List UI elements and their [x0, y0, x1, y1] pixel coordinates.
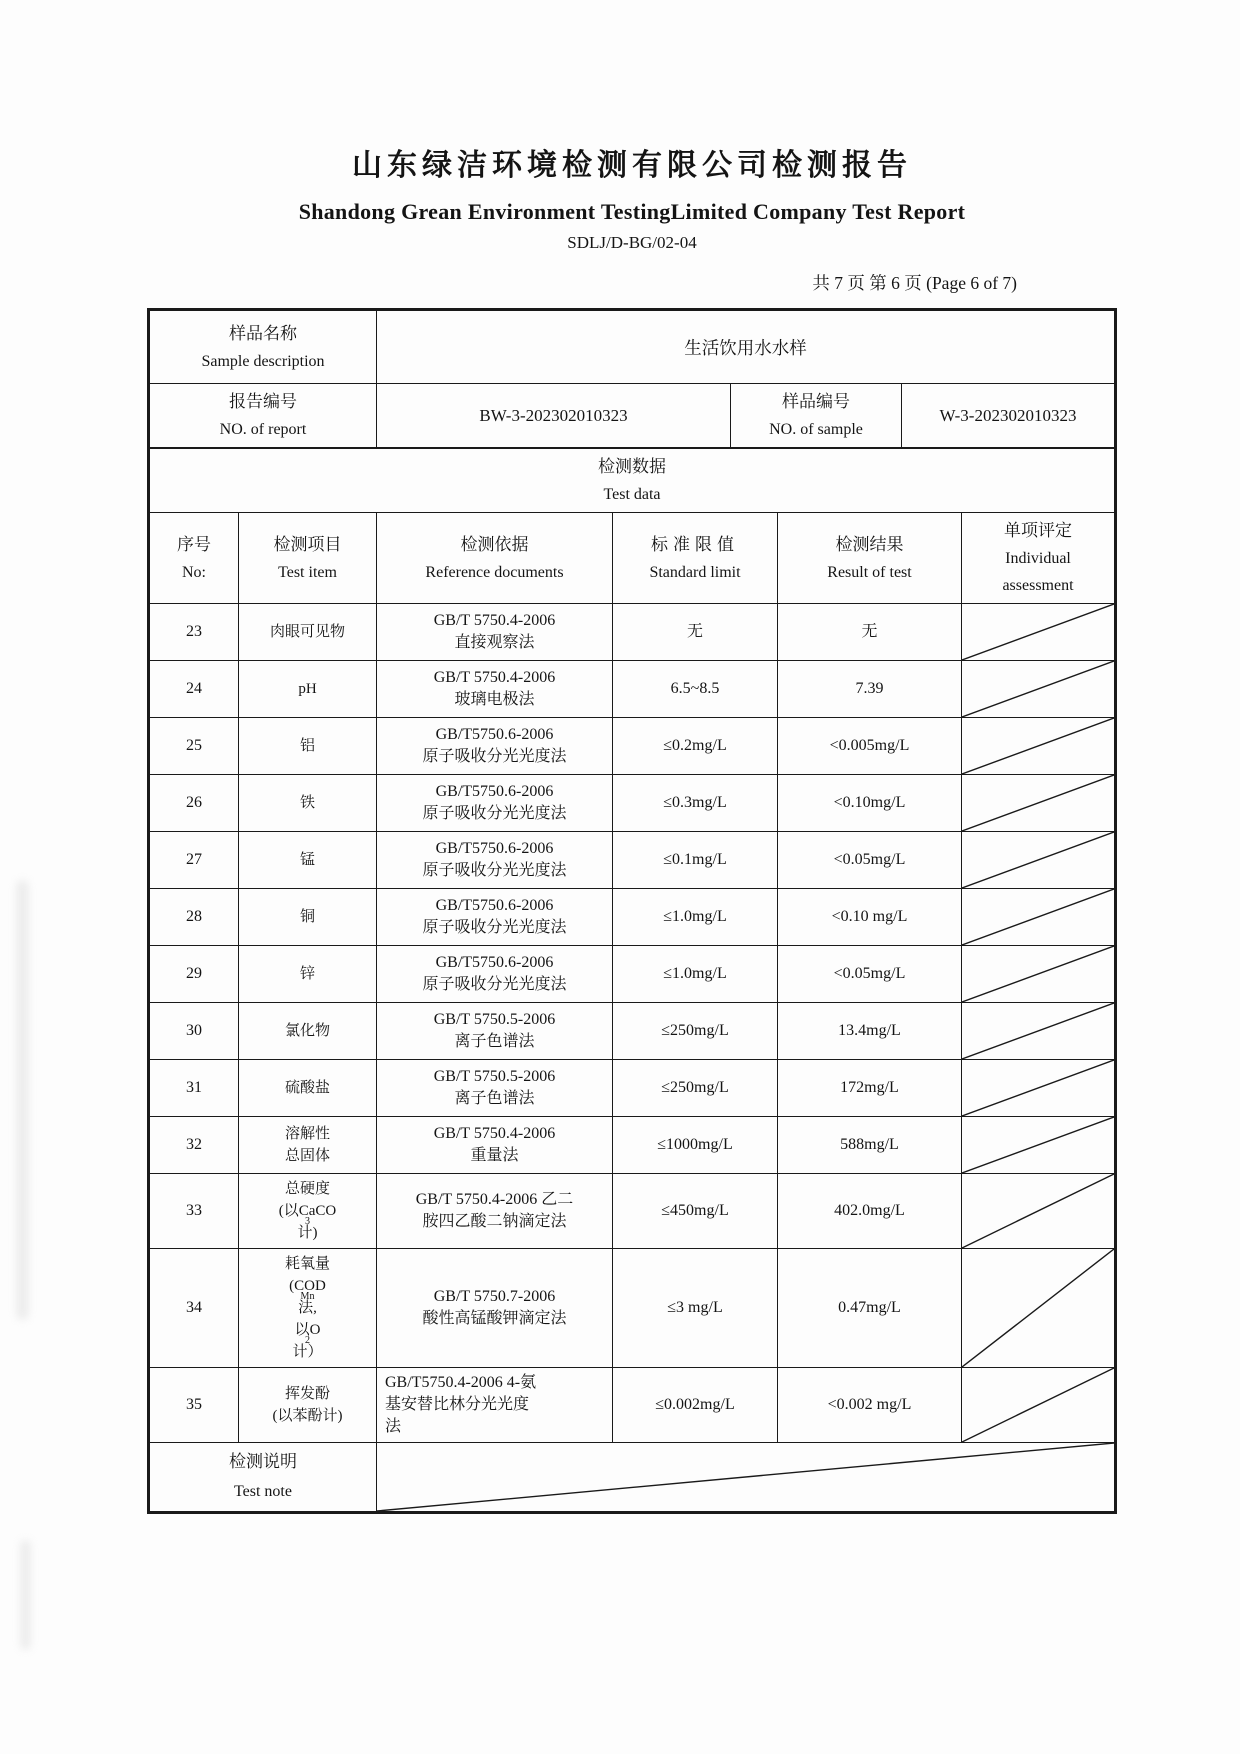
row-standard-limit: ≤1.0mg/L: [613, 889, 778, 945]
row-standard-limit: ≤250mg/L: [613, 1060, 778, 1116]
row-assessment-cell: [962, 661, 1114, 717]
row-test-item: 锰: [239, 832, 377, 888]
test-data-row: [150, 889, 1114, 946]
row-test-item: 溶解性 总固体: [239, 1117, 377, 1173]
test-data-row: [150, 1249, 1114, 1368]
test-data-row: [150, 1060, 1114, 1117]
row-reference-documents: GB/T5750.6-2006 原子吸收分光光度法: [377, 775, 613, 831]
row-standard-limit: ≤1000mg/L: [613, 1117, 778, 1173]
column-header-reference-cn: 检测依据: [460, 534, 529, 554]
row-no: 28: [150, 889, 239, 945]
report-number-label: [150, 384, 377, 447]
row-no: 27: [150, 832, 239, 888]
diagonal-slash: [962, 604, 1114, 660]
row-standard-limit: ≤0.1mg/L: [613, 832, 778, 888]
diagonal-slash: [962, 1117, 1114, 1173]
row-assessment-cell: [962, 1117, 1114, 1173]
test-note-label-cn: 检测说明: [229, 1452, 297, 1471]
row-assessment-cell: [962, 718, 1114, 774]
row-standard-limit: 6.5~8.5: [613, 661, 778, 717]
test-data-row: [150, 1174, 1114, 1249]
row-reference-documents: GB/T5750.6-2006 原子吸收分光光度法: [377, 889, 613, 945]
row-test-item: pH: [239, 661, 377, 717]
test-data-rows: [150, 604, 1114, 1443]
row-test-item: 耗氧量 (COD Mn 法, 以O 2 计）: [239, 1249, 377, 1367]
scan-artifact: [20, 1540, 31, 1650]
test-note-blank-cell: [377, 1443, 1114, 1511]
test-data-row: [150, 775, 1114, 832]
row-no: 25: [150, 718, 239, 774]
row-reference-documents: GB/T 5750.5-2006 离子色谱法: [377, 1060, 613, 1116]
row-reference-documents: GB/T 5750.4-2006 重量法: [377, 1117, 613, 1173]
column-header-no: [150, 513, 239, 603]
page-indicator: 共 7 页 第 6 页 (Page 6 of 7): [812, 273, 1017, 293]
sample-number-label-en: NO. of sample: [769, 421, 863, 438]
test-data-row: [150, 1368, 1114, 1443]
row-assessment-cell: [962, 775, 1114, 831]
row-no: 33: [150, 1174, 239, 1248]
row-assessment-cell: [962, 1174, 1114, 1248]
row-test-result: <0.05mg/L: [778, 832, 962, 888]
row-assessment-cell: [962, 1003, 1114, 1059]
row-test-item: 锌: [239, 946, 377, 1002]
row-test-result: <0.10 mg/L: [778, 889, 962, 945]
section-title-row: [150, 449, 1114, 513]
row-no: 32: [150, 1117, 239, 1173]
row-reference-documents: GB/T 5750.7-2006 酸性高锰酸钾滴定法: [377, 1249, 613, 1367]
report-number-row: [150, 384, 1114, 449]
row-standard-limit: ≤0.3mg/L: [613, 775, 778, 831]
row-no: 31: [150, 1060, 239, 1116]
row-no: 24: [150, 661, 239, 717]
test-data-row: [150, 661, 1114, 718]
sample-number-label: [731, 384, 902, 447]
sample-description-label-cn: 样品名称: [229, 323, 297, 343]
report-title-cn: 山东绿洁环境检测有限公司检测报告: [352, 149, 912, 182]
column-header-assessment: [962, 513, 1114, 603]
column-header-reference: [377, 513, 613, 603]
row-assessment-cell: [962, 1368, 1114, 1442]
column-header-limit-en: Standard limit: [649, 563, 741, 581]
column-header-assessment-cn: 单项评定: [1004, 521, 1072, 540]
row-test-item: 氯化物: [239, 1003, 377, 1059]
sample-number-label-cn: 样品编号: [782, 392, 850, 411]
diagonal-slash: [962, 946, 1114, 1002]
row-no: 23: [150, 604, 239, 660]
column-header-result-en: Result of test: [827, 563, 912, 581]
test-data-row: [150, 1003, 1114, 1060]
row-standard-limit: 无: [613, 604, 778, 660]
test-data-row: [150, 718, 1114, 775]
section-title-en: Test data: [603, 486, 661, 503]
row-no: 29: [150, 946, 239, 1002]
report-number-value: BW-3-202302010323: [377, 384, 731, 447]
diagonal-slash: [962, 889, 1114, 945]
row-reference-documents: GB/T 5750.4-2006 乙二 胺四乙酸二钠滴定法: [377, 1174, 613, 1248]
report-header: [147, 0, 1117, 295]
row-standard-limit: ≤250mg/L: [613, 1003, 778, 1059]
column-header-no-cn: 序号: [177, 534, 211, 554]
row-standard-limit: ≤0.2mg/L: [613, 718, 778, 774]
diagonal-slash: [962, 718, 1114, 774]
row-reference-documents: GB/T5750.6-2006 原子吸收分光光度法: [377, 832, 613, 888]
column-header-limit-cn: 标准限值: [651, 534, 739, 554]
row-reference-documents: GB/T 5750.4-2006 直接观察法: [377, 604, 613, 660]
sample-description-value: 生活饮用水水样: [684, 337, 807, 358]
diagonal-slash: [962, 1060, 1114, 1116]
row-test-item: 肉眼可见物: [239, 604, 377, 660]
column-header-item: [239, 513, 377, 603]
row-assessment-cell: [962, 889, 1114, 945]
sample-number-value: W-3-202302010323: [939, 405, 1077, 425]
test-note-row: [150, 1443, 1114, 1511]
test-data-row: [150, 946, 1114, 1003]
row-reference-documents: GB/T5750.4-2006 4-氨 基安替比林分光光度 法: [377, 1368, 613, 1442]
diagonal-slash: [962, 1249, 1114, 1367]
report-title-en: Shandong Grean Environment TestingLimited Company Test Report: [298, 199, 966, 224]
test-data-row: [150, 832, 1114, 889]
row-no: 35: [150, 1368, 239, 1442]
sample-description-label-en: Sample description: [201, 352, 325, 370]
row-test-result: 588mg/L: [778, 1117, 962, 1173]
row-standard-limit: ≤450mg/L: [613, 1174, 778, 1248]
column-header-result: [778, 513, 962, 603]
scan-artifact: [16, 880, 29, 1320]
section-title-cn: 检测数据: [598, 457, 666, 476]
row-assessment-cell: [962, 604, 1114, 660]
test-data-row: [150, 604, 1114, 661]
column-header-no-en: No:: [182, 563, 206, 581]
test-report-table: [147, 308, 1117, 1514]
column-header-result-cn: 检测结果: [835, 534, 904, 554]
row-assessment-cell: [962, 832, 1114, 888]
test-note-label-en: Test note: [234, 1483, 292, 1500]
row-assessment-cell: [962, 1249, 1114, 1367]
row-no: 30: [150, 1003, 239, 1059]
row-reference-documents: GB/T 5750.4-2006 玻璃电极法: [377, 661, 613, 717]
test-note-label: [150, 1443, 377, 1511]
column-header-assessment-en: Individual assessment: [1002, 550, 1074, 594]
diagonal-slash: [962, 1174, 1114, 1248]
column-header-limit: [613, 513, 778, 603]
sample-description-label: [150, 311, 377, 383]
row-assessment-cell: [962, 1060, 1114, 1116]
row-test-result: 0.47mg/L: [778, 1249, 962, 1367]
row-test-result: 无: [778, 604, 962, 660]
row-standard-limit: ≤0.002mg/L: [613, 1368, 778, 1442]
row-reference-documents: GB/T 5750.5-2006 离子色谱法: [377, 1003, 613, 1059]
diagonal-slash: [962, 1003, 1114, 1059]
report-number-label-cn: 报告编号: [229, 392, 297, 411]
section-title: [150, 449, 1114, 512]
diagonal-slash: [962, 661, 1114, 717]
report-number-label-en: NO. of report: [219, 421, 307, 438]
row-test-result: 172mg/L: [778, 1060, 962, 1116]
row-test-item: 总硬度 (以CaCO 3 计): [239, 1174, 377, 1248]
diagonal-slash: [962, 775, 1114, 831]
sample-description-row: [150, 311, 1114, 384]
column-header-item-en: Test item: [278, 563, 337, 581]
row-test-result: <0.002 mg/L: [778, 1368, 962, 1442]
row-test-item: 挥发酚 (以苯酚计): [239, 1368, 377, 1442]
row-test-item: 铁: [239, 775, 377, 831]
row-test-item: 硫酸盐: [239, 1060, 377, 1116]
row-test-result: <0.10mg/L: [778, 775, 962, 831]
row-test-result: <0.05mg/L: [778, 946, 962, 1002]
table-header-row: [150, 513, 1114, 604]
row-test-item: 铜: [239, 889, 377, 945]
row-test-result: <0.005mg/L: [778, 718, 962, 774]
row-assessment-cell: [962, 946, 1114, 1002]
row-test-result: 13.4mg/L: [778, 1003, 962, 1059]
diagonal-slash: [962, 1368, 1114, 1442]
row-standard-limit: ≤1.0mg/L: [613, 946, 778, 1002]
test-data-row: [150, 1117, 1114, 1174]
row-test-result: 7.39: [778, 661, 962, 717]
row-standard-limit: ≤3 mg/L: [613, 1249, 778, 1367]
row-test-item: 铝: [239, 718, 377, 774]
row-reference-documents: GB/T5750.6-2006 原子吸收分光光度法: [377, 718, 613, 774]
column-header-item-cn: 检测项目: [273, 534, 342, 554]
row-no: 34: [150, 1249, 239, 1367]
column-header-reference-en: Reference documents: [425, 563, 564, 581]
row-test-result: 402.0mg/L: [778, 1174, 962, 1248]
row-no: 26: [150, 775, 239, 831]
report-content: [147, 0, 1117, 1514]
document-code: SDLJ/D-BG/02-04: [567, 233, 697, 252]
diagonal-slash: [377, 1443, 1114, 1511]
row-reference-documents: GB/T5750.6-2006 原子吸收分光光度法: [377, 946, 613, 1002]
diagonal-slash: [962, 832, 1114, 888]
